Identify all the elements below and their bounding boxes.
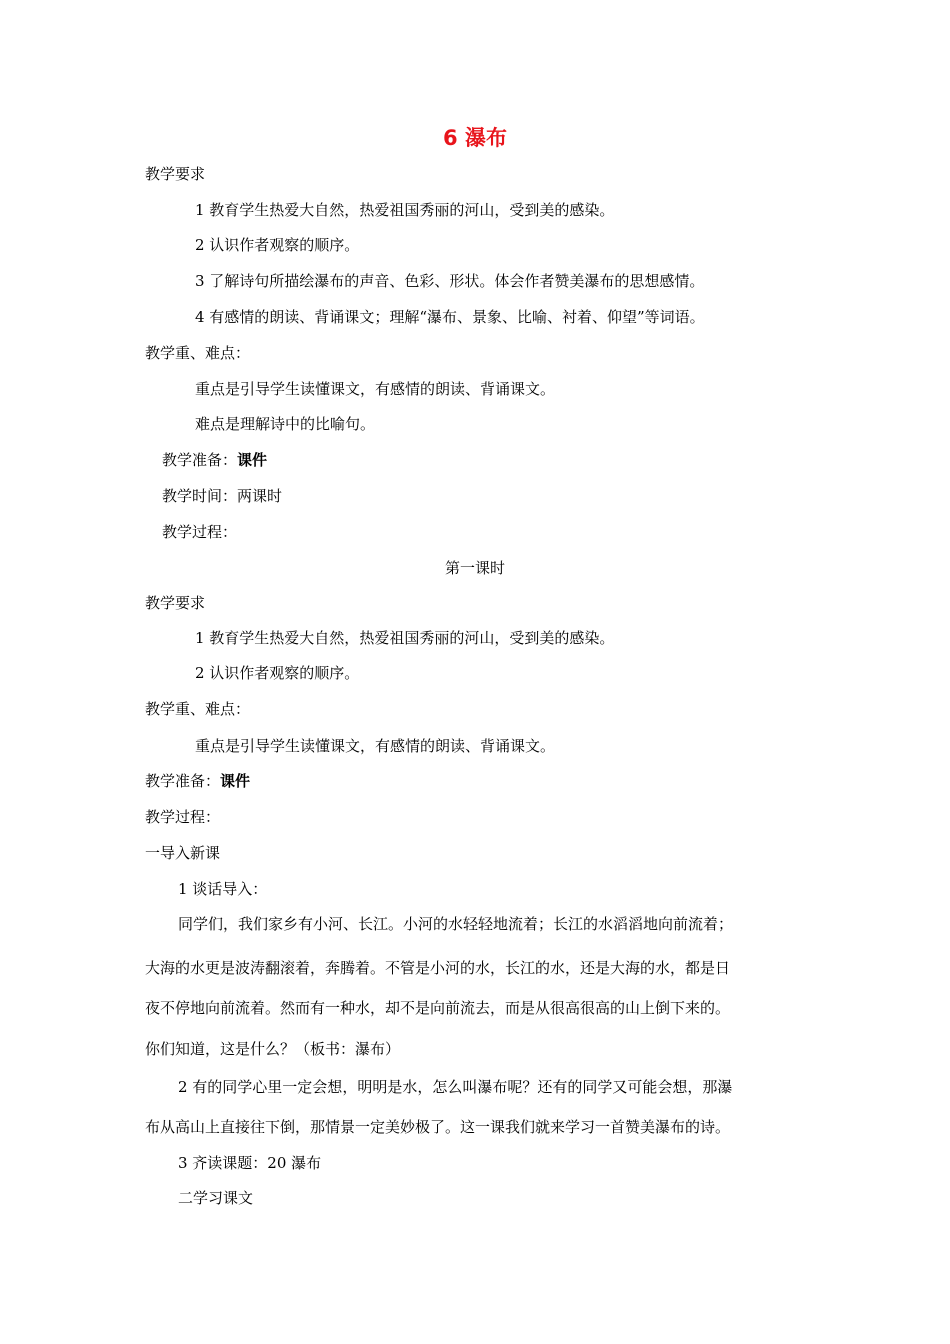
- preparation-value: 课件: [237, 451, 268, 469]
- requirement-item: 1 教育学生热爱大自然，热爱祖国秀丽的河山，受到美的感染。: [195, 201, 615, 219]
- teaching-time: 教学时间：两课时: [162, 487, 283, 505]
- paragraph-line: 2 有的同学心里一定会想，明明是水，怎么叫瀑布呢？还有的同学又可能会想，那瀑: [178, 1078, 733, 1096]
- requirement-item: 3 了解诗句所描绘瀑布的声音、色彩、形状。体会作者赞美瀑布的思想感情。: [195, 272, 705, 290]
- requirements-heading: 教学要求: [145, 594, 206, 612]
- preparation-value: 课件: [220, 772, 251, 790]
- preparation-line: [145, 771, 250, 791]
- paragraph-line: 布从高山上直接往下倒，那情景一定美妙极了。这一课我们就来学习一首赞美瀑布的诗。: [145, 1118, 731, 1136]
- preparation-label: 教学准备：: [162, 451, 238, 469]
- focus-heading: 教学重、难点：: [145, 344, 251, 362]
- requirement-item: 1 教育学生热爱大自然，热爱祖国秀丽的河山，受到美的感染。: [195, 629, 615, 647]
- focus-heading: 教学重、难点：: [145, 700, 251, 718]
- document-title: 6 瀑布: [443, 126, 507, 150]
- step-item: 3 齐读课题：20 瀑布: [178, 1154, 322, 1172]
- focus-item: 重点是引导学生读懂课文，有感情的朗读、背诵课文。: [195, 737, 556, 755]
- requirement-item: 2 认识作者观察的顺序。: [195, 236, 360, 254]
- requirements-heading: 教学要求: [145, 165, 206, 183]
- focus-item: 难点是理解诗中的比喻句。: [195, 415, 376, 433]
- paragraph-line: 夜不停地向前流着。然而有一种水，却不是向前流去，而是从很高很高的山上倒下来的。: [145, 999, 731, 1017]
- preparation-label: 教学准备：: [145, 772, 221, 790]
- paragraph-line: 你们知道，这是什么？（板书：瀑布）: [145, 1040, 401, 1058]
- paragraph-line: 同学们，我们家乡有小河、长江。小河的水轻轻地流着；长江的水滔滔地向前流着；: [178, 915, 734, 933]
- step-heading: 一导入新课: [145, 844, 221, 862]
- preparation-line: [162, 450, 267, 470]
- lesson-heading: 第一课时: [444, 559, 505, 577]
- requirement-item: 4 有感情的朗读、背诵课文；理解“瀑布、景象、比喻、衬着、仰望”等词语。: [195, 308, 705, 326]
- focus-item: 重点是引导学生读懂课文，有感情的朗读、背诵课文。: [195, 380, 556, 398]
- requirement-item: 2 认识作者观察的顺序。: [195, 664, 360, 682]
- step-heading: 二学习课文: [178, 1189, 254, 1207]
- process-label: 教学过程：: [145, 808, 221, 826]
- paragraph-line: 大海的水更是波涛翻滚着，奔腾着。不管是小河的水，长江的水，还是大海的水，都是日: [145, 959, 731, 977]
- step-item: 1 谈话导入：: [178, 880, 268, 898]
- process-label: 教学过程：: [162, 523, 238, 541]
